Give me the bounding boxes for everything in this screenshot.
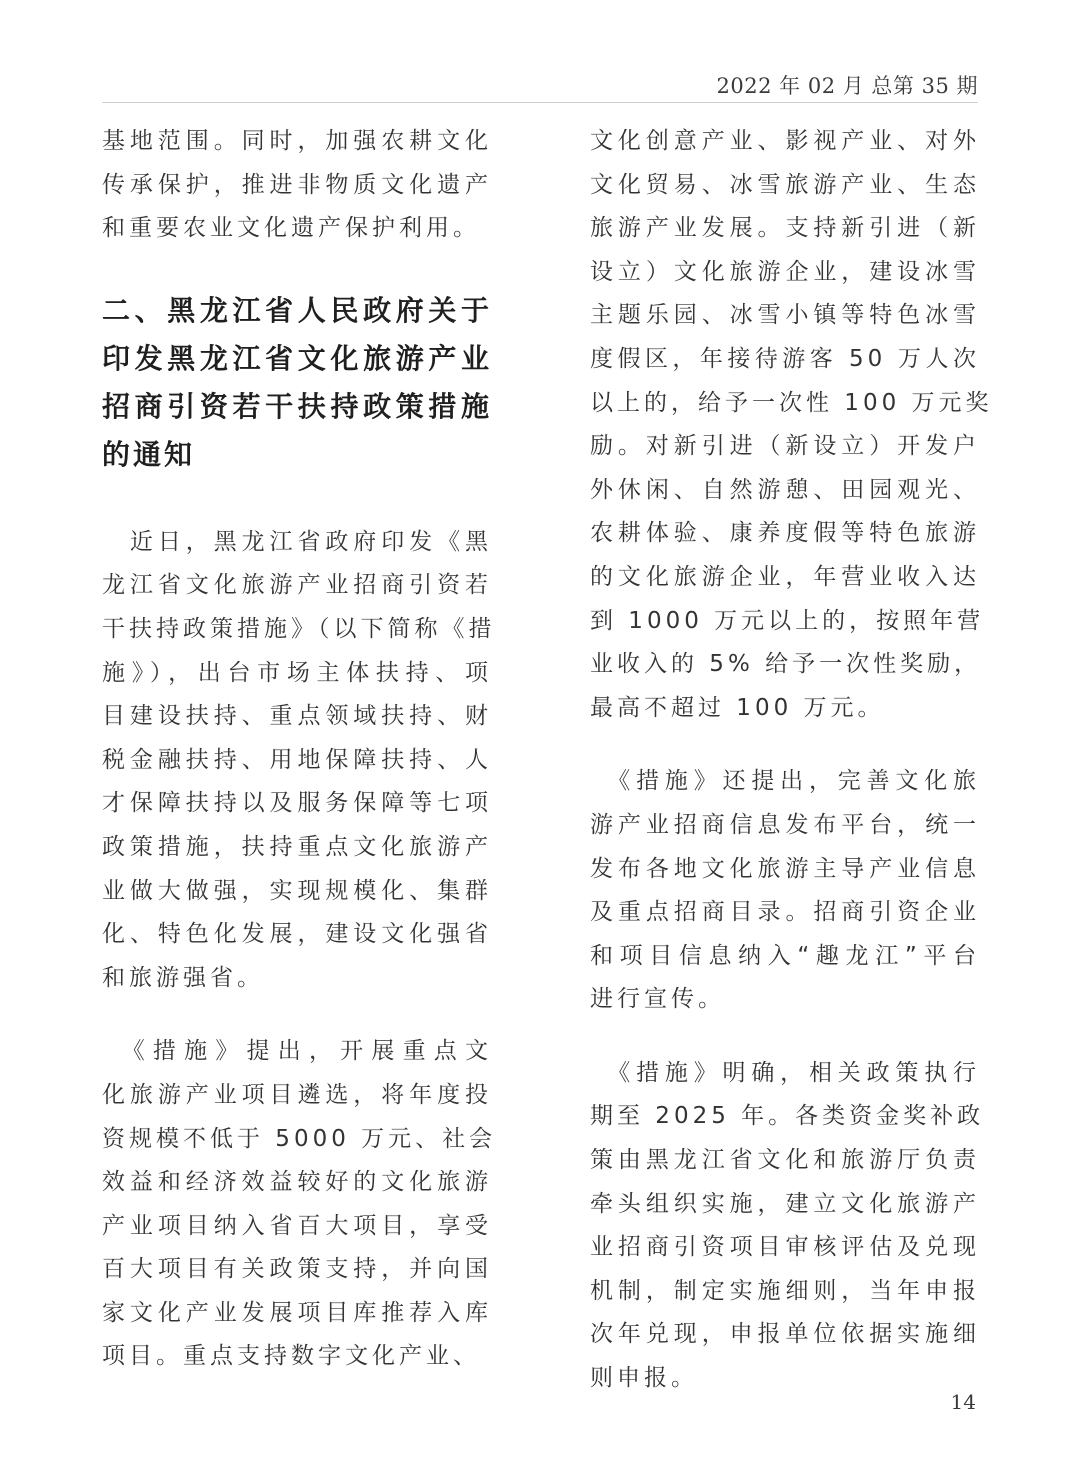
text-line: 产业项目纳入省百大项目，享受 xyxy=(102,1212,492,1239)
text-line: 策由黑龙江省文化和旅游厅负责 xyxy=(590,1147,980,1174)
text-line: 业收入的 5% 给予一次性奖励， xyxy=(590,651,982,678)
text-line: 政策措施，扶持重点文化旅游产 xyxy=(102,833,492,860)
text-line: 项目。重点支持数字文化产业、 xyxy=(102,1343,480,1370)
heading-line: 二、黑龙江省人民政府关于 xyxy=(102,293,492,327)
text-line: 的文化旅游企业，年营业收入达 xyxy=(590,563,980,590)
text-line: 资规模不低于 5000 万元、社会 xyxy=(102,1125,497,1152)
text-line: 游产业招商信息发布平台，统一 xyxy=(590,811,980,838)
text-line: 以上的，给予一次性 100 万元奖 xyxy=(590,389,993,416)
text-line: 次年兑现，申报单位依据实施细 xyxy=(590,1321,980,1348)
text-line: 和项目信息纳入“趣龙江”平台 xyxy=(590,942,980,969)
text-line: 文化贸易、冰雪旅游产业、生态 xyxy=(590,171,980,198)
text-line: 目建设扶持、重点领域扶持、财 xyxy=(102,703,492,730)
text-line: 发布各地文化旅游主导产业信息 xyxy=(590,855,980,882)
heading-line: 的通知 xyxy=(102,437,196,471)
text-line: 基地范围。同时，加强农耕文化 xyxy=(102,128,492,154)
text-line: 传承保护，推进非物质文化遗产 xyxy=(102,171,492,198)
heading-line: 印发黑龙江省文化旅游产业 xyxy=(102,341,492,375)
text-line: 文化创意产业、影视产业、对外 xyxy=(590,128,980,154)
text-line: 度假区，年接待游客 50 万人次 xyxy=(590,345,980,372)
body-paragraph-2 xyxy=(102,1030,497,1379)
left-column xyxy=(102,120,497,1379)
text-line: 《措施》还提出，完善文化旅 xyxy=(590,768,980,795)
text-line: 设立）文化旅游企业，建设冰雪 xyxy=(590,258,980,285)
body-paragraph-4 xyxy=(590,760,980,1022)
text-line: 近日，黑龙江省政府印发《黑 xyxy=(102,528,492,555)
text-line: 及重点招商目录。招商引资企业 xyxy=(590,899,980,926)
body-paragraph-1 xyxy=(102,521,496,1001)
issue-label: 2022 年 02 月 总第 35 期 xyxy=(716,74,978,98)
text-line: 税金融扶持、用地保障扶持、人 xyxy=(102,746,492,773)
text-line: 最高不超过 100 万元。 xyxy=(590,694,885,721)
text-line: 和重要农业文化遗产保护利用。 xyxy=(102,215,480,242)
heading-line: 招商引资若干扶持政策措施 xyxy=(102,389,492,423)
page-header xyxy=(102,70,978,103)
text-line: 机制，制定实施细则，当年申报 xyxy=(590,1277,980,1304)
text-line: 龙江省文化旅游产业招商引资若 xyxy=(102,572,492,599)
text-line: 进行宣传。 xyxy=(590,986,725,1013)
text-line: 施》），出台市场主体扶持、项 xyxy=(102,659,492,686)
text-line: 外休闲、自然游憩、田园观光、 xyxy=(590,476,980,503)
text-line: 旅游产业发展。支持新引进（新 xyxy=(590,215,980,242)
text-line: 干扶持政策措施》（以下简称《措 xyxy=(102,615,496,642)
intro-paragraph xyxy=(102,120,492,251)
text-line: 则申报。 xyxy=(590,1365,698,1392)
text-line: 和旅游强省。 xyxy=(102,964,264,991)
text-line: 百大项目有关政策支持，并向国 xyxy=(102,1256,492,1283)
text-line: 效益和经济效益较好的文化旅游 xyxy=(102,1169,492,1196)
text-line: 业招商引资项目审核评估及兑现 xyxy=(590,1234,980,1261)
text-line: 牵头组织实施，建立文化旅游产 xyxy=(590,1190,980,1217)
text-line: 期至 2025 年。各类资金奖补政 xyxy=(590,1103,985,1130)
text-line: 才保障扶持以及服务保障等七项 xyxy=(102,790,492,817)
text-line: 业做大做强，实现规模化、集群 xyxy=(102,877,492,904)
text-line: 励。对新引进（新设立）开发户 xyxy=(590,433,980,460)
text-line: 主题乐园、冰雪小镇等特色冰雪 xyxy=(590,302,980,329)
right-column xyxy=(590,120,993,1401)
text-line: 农耕体验、康养度假等特色旅游 xyxy=(590,520,980,547)
text-line: 《措施》提出，开展重点文 xyxy=(102,1038,492,1065)
text-line: 化、特色化发展，建设文化强省 xyxy=(102,921,492,948)
text-line: 《措施》明确，相关政策执行 xyxy=(590,1059,980,1086)
text-line: 到 1000 万元以上的，按照年营 xyxy=(590,607,985,634)
text-line: 家文化产业发展项目库推荐入库 xyxy=(102,1299,492,1326)
text-line: 化旅游产业项目遴选，将年度投 xyxy=(102,1081,492,1108)
section-heading xyxy=(102,287,492,479)
body-paragraph-3 xyxy=(590,120,993,730)
body-paragraph-5 xyxy=(590,1052,985,1401)
page-number: 14 xyxy=(950,1390,976,1414)
